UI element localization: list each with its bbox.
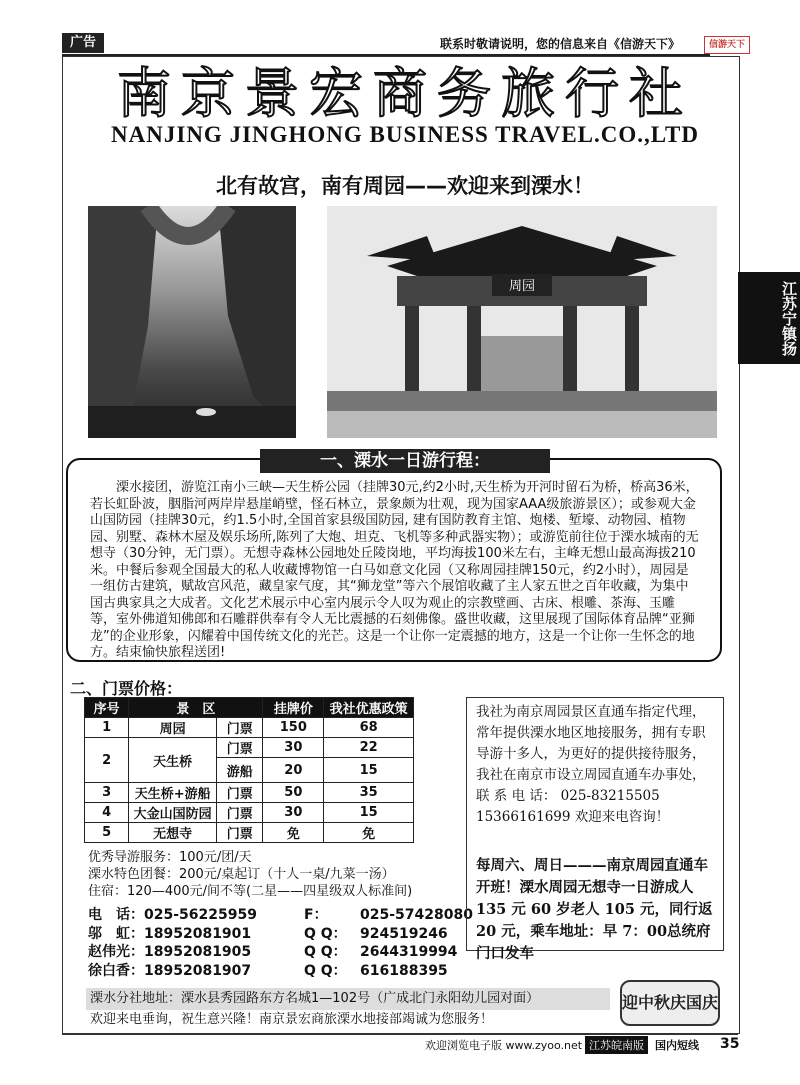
row-offer: 15 (324, 803, 414, 823)
row-offer: 68 (324, 718, 414, 738)
footer-website[interactable]: 欢迎浏览电子版 www.zyoo.net (425, 1039, 583, 1052)
row-type: 门票 (217, 823, 263, 843)
gate-illustration (327, 206, 717, 438)
row-site: 大金山国防园 (129, 803, 217, 823)
itinerary-text: 溧水接团，游览江南小三峡—天生桥公园（挂牌30元,约2小时,天生桥为开河时留石为桥，桥高36米，若长虹卧波，胭脂河两岸岸悬崖峭壁，怪石林立，景象颇为壮观，现为国家AAA级旅游景区）；或参观大金山国防园（挂牌30元，约1.5小时,全国首家县级国防园, 建有国防教育主馆、炮楼、堑壕、动物园、植物园、别墅、森林木屋及娱乐场所,陈列了大炮、坦克、飞机等多种武器实物）；或游览前往位于溧水城南的无想寺（30分钟，无门票）。无想寺森林公园地处丘陵岗地，平均海拔100米左右，主峰无想山最高海拔210米。中餐后参观全国最大的私人收藏博物馆一白马如意文化园（又称周园挂牌150元，约2小时），周园是一组仿古建筑，赋故宫风范，藏皇家气度，其“狮龙堂”等六个展馆收藏了主人家五世之百年收藏，为集中国古典家具之大成者。文化艺术展示中心室内展示令人叹为观止的宗教壁画、古床、根雕、茶海、玉雕等，室外佛道知佛郎和石雕群供奉有令人无比震撼的石刻佛像。盛世收藏，这里展现了国际体育品牌“亚狮龙”的企业形象，闪耀着中国传统文化的光芒。这是一个让你一定震撼的地方，这是一个让你一生怀念的地方。结束愉快旅程送团! (90, 480, 699, 660)
table-row (85, 783, 414, 803)
gate-plaque: 周园 (508, 279, 536, 294)
row-price: 150 (263, 718, 324, 738)
row-no: 4 (85, 803, 129, 823)
table-row (85, 823, 414, 843)
ticket-header-row (85, 698, 414, 718)
service-hotel: 住宿：120—400元/间不等(二星——四星级双人标准间) (88, 884, 413, 899)
contact-label2: Q Q： (304, 962, 347, 979)
row-offer: 22 (324, 738, 414, 758)
welcome-line: 欢迎来电垂询，祝生意兴隆！南京景宏商旅溧水地接部竭诚为您服务！ (90, 1012, 494, 1027)
row-price: 免 (263, 823, 324, 843)
table-row (85, 803, 414, 823)
contact-label2: F： (304, 907, 328, 923)
row-site: 天生桥 (129, 738, 217, 783)
gorge-photo (88, 206, 296, 438)
row-price: 30 (263, 803, 324, 823)
contact-phone[interactable]: 18952081901 (144, 925, 252, 942)
row-type: 门票 (217, 738, 263, 758)
contact-label2: Q Q： (304, 944, 347, 960)
contact-fax: 025-57428080 (360, 907, 473, 923)
row-offer: 35 (324, 783, 414, 803)
contact-label2: Q Q： (304, 925, 347, 942)
row-site: 周园 (129, 718, 217, 738)
row-no: 5 (85, 823, 129, 843)
agency-mobile-line (476, 807, 716, 828)
company-en-name: NANJING JINGHONG BUSINESS TRAVEL.CO.,LTD (111, 122, 699, 147)
service-meal: 溧水特色团餐：200元/桌起订（十人一桌/九菜一汤） (88, 867, 395, 882)
row-site: 天生桥+游船 (129, 783, 217, 803)
contact-phone[interactable]: 025-56225959 (144, 907, 257, 923)
itinerary-heading: 一、溧水一日游行程： (260, 449, 550, 473)
contact-label: 电 话： (88, 907, 144, 923)
row-type: 门票 (217, 718, 263, 738)
contact-phone[interactable]: 18952081905 (144, 944, 252, 960)
contact-qq: 924519246 (360, 925, 448, 942)
row-no: 1 (85, 718, 129, 738)
ticket-table (84, 697, 414, 843)
festival-badge: 迎中秋庆国庆 (620, 980, 720, 1026)
service-guide: 优秀导游服务：100元/团/天 (88, 850, 252, 865)
ad-tag: 广告 (62, 33, 104, 53)
row-type: 门票 (217, 783, 263, 803)
row-no: 3 (85, 783, 129, 803)
contact-row (88, 906, 473, 925)
contact-label: 赵伟光： (88, 944, 144, 960)
company-cn-name: 南京景宏商务旅行社 (117, 62, 693, 125)
col-no: 序号 (85, 698, 129, 718)
row-site: 无想寺 (129, 823, 217, 843)
region-tab: 江苏宁镇扬 (738, 272, 800, 364)
services-list (88, 849, 412, 900)
col-offer: 我社优惠政策 (324, 698, 414, 718)
ticket-heading: 二、门票价格： (70, 679, 183, 698)
source-notice: 联系时敬请说明，您的信息来自《信游天下》 (440, 37, 681, 51)
row-type: 门票 (217, 803, 263, 823)
zhouyuan-gate-photo (327, 206, 717, 438)
shuttle-promo: 每周六、周日———南京周园直通车开班！溧水周园无想寺一日游成人 135 元 60 岁老人 105 元，同行返 20 元，乘车地址：早 7：00总统府门口发车 (476, 857, 713, 962)
col-site: 景 区 (129, 698, 263, 718)
agency-phone-line (476, 786, 716, 807)
agency-mobile[interactable]: 15366161699 (476, 809, 571, 825)
row-no: 2 (85, 738, 129, 783)
branch-address: 溧水分社地址：溧水县秀园路东方名城1—102号（广成北门永阳幼儿园对面） (86, 988, 610, 1010)
row-type: 游船 (217, 758, 263, 783)
contact-label: 徐白香： (88, 962, 144, 979)
agency-phone[interactable]: 025-83215505 (560, 788, 660, 804)
contact-qq: 616188395 (360, 962, 448, 979)
footer-category: 国内短线 (655, 1039, 699, 1052)
table-row (85, 718, 414, 738)
row-price: 30 (263, 738, 324, 758)
agency-mobile-note: 欢迎来电咨询！ (574, 809, 670, 825)
gorge-illustration (88, 206, 296, 438)
row-offer: 免 (324, 823, 414, 843)
contact-phone[interactable]: 18952081907 (144, 962, 252, 979)
footer-rule (62, 1034, 738, 1035)
footer-edition: 江苏皖南版 (585, 1036, 648, 1054)
contact-label: 邬 虹： (88, 925, 144, 942)
agency-phone-label: 联 系 电 话： (476, 788, 557, 804)
contact-row (88, 943, 473, 962)
col-price: 挂牌价 (263, 698, 324, 718)
contact-row (88, 925, 473, 944)
contact-list (88, 906, 473, 980)
contact-row (88, 962, 473, 981)
page-number: 35 (720, 1036, 740, 1052)
slogan: 北有故宫，南有周园——欢迎来到溧水！ (216, 174, 594, 198)
agency-intro-block (476, 702, 716, 828)
agency-intro: 我社为南京周园景区直通车指定代理，常年提供溧水地区地接服务，拥有专职导游十多人，为更好的提供接待服务，我社在南京市设立周园直通车办事处， (476, 704, 706, 783)
table-row (85, 738, 414, 758)
row-price: 50 (263, 783, 324, 803)
contact-qq: 2644319994 (360, 944, 458, 960)
magazine-logo: 信游天下 (704, 36, 750, 54)
row-price: 20 (263, 758, 324, 783)
row-offer: 15 (324, 758, 414, 783)
